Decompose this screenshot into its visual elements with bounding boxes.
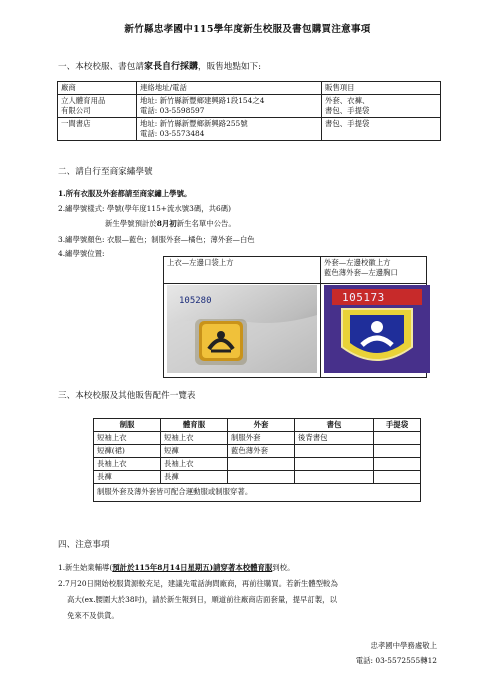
col-header-uniform: 制服 [94, 419, 161, 432]
vendor-name-line: 有限公司 [61, 105, 91, 115]
section2-item2b-bold: 8月初 [156, 219, 177, 228]
items-cell [322, 94, 441, 117]
table-cell: 制服外套 [228, 431, 295, 444]
position-left-label: 上衣—左邊口袋上方 [167, 258, 234, 267]
notice-item2-line3: 免來不及供貨。 [67, 611, 119, 620]
uniform-table-header [94, 419, 421, 432]
notice-item1-bold: 預計於115年8月14日星期五)請穿著本校體育服 [112, 563, 273, 572]
table-cell [374, 470, 421, 483]
table-row [58, 117, 441, 140]
table-cell [374, 431, 421, 444]
table-note-row [94, 483, 421, 501]
notice-item2-line1: 2.7月20日開始校服貨源較充足，建議先電話詢問廠商，再前往購買。若新生體型較為 [58, 579, 338, 588]
table-row [94, 470, 421, 483]
position-left-header [164, 257, 321, 284]
table-cell: 短褲 [161, 444, 228, 457]
table-cell: 短袖上衣 [161, 431, 228, 444]
vendor-address: 地址: 新竹縣新豐鄉新興路255號 [140, 118, 248, 128]
section1-heading-prefix: 一、本校校服、書包請 [58, 62, 144, 72]
section2-item3: 3.繡學號顏色: 衣服—藍色；制服外套—橘色；薄外套—白色 [58, 235, 255, 244]
table-cell [228, 457, 295, 470]
vendor-name-line: 立人體育用品 [61, 95, 106, 105]
table-row [94, 431, 421, 444]
notice-item1-prefix: 1.新生始業輔導( [58, 563, 113, 572]
table-cell [295, 444, 374, 457]
items-line: 外套、衣褲、 [325, 95, 370, 105]
footer-phone: 電話: 03-5572555轉12 [355, 656, 437, 665]
vendor-phone: 電話: 03-5598597 [140, 105, 205, 115]
vendor-phone: 電話: 03-5573484 [140, 128, 205, 138]
table-cell: 長褲 [161, 470, 228, 483]
vendor-cell [58, 117, 137, 140]
vendor-table [57, 81, 441, 141]
student-number-sample-left: 105280 [179, 296, 212, 307]
section2-heading: 二、請自行至商家繡學號 [58, 167, 153, 177]
table-row [58, 94, 441, 117]
position-right-label-1: 外套—左邊校徽上方 [324, 258, 391, 267]
items-line: 書包、手提袋 [325, 118, 370, 128]
col-header-handbag: 手提袋 [374, 419, 421, 432]
position-right-header [321, 257, 427, 284]
section1-heading-suffix: ，販售地點如下: [197, 62, 262, 72]
page-title: 新竹縣忠孝國中115學年度新生校服及書包購買注意事項 [124, 24, 371, 35]
table-row [94, 457, 421, 470]
vendor-name-line: 一間書店 [61, 118, 91, 128]
table-cell [295, 470, 374, 483]
school-emblem-icon [342, 309, 412, 360]
section1-heading [58, 61, 261, 74]
section2-item4: 4.繡學號位置: [58, 249, 105, 258]
table-row [94, 444, 421, 457]
vendor-address: 地址: 新竹縣新豐鄉建興路1段154之4 [140, 95, 265, 105]
section2-item2: 2.繡學號樣式: 學號(學年度115+流水號3碼，共6碼) [58, 204, 232, 213]
contact-cell [137, 94, 322, 117]
table-cell: 短袖上衣 [94, 431, 161, 444]
section2-item2b [105, 219, 236, 229]
section3-heading: 三、本校校服及其他販售配件一覽表 [58, 391, 196, 401]
section2-item2b-suffix: 新生名單中公告。 [176, 219, 236, 228]
table-cell: 短褲(裙) [94, 444, 161, 457]
contact-cell [137, 117, 322, 140]
items-col-header: 販售項目 [322, 82, 441, 95]
table-cell: 藍色薄外套 [228, 444, 295, 457]
position-table [163, 256, 427, 378]
table-cell [295, 457, 374, 470]
section4-heading: 四、注意事項 [58, 540, 110, 550]
section1-heading-bold: 家長自行採購 [143, 62, 198, 72]
table-cell [374, 457, 421, 470]
table-cell: 長袖上衣 [94, 457, 161, 470]
section2-item2b-prefix: 新生學號預計於 [105, 219, 157, 228]
notice-item1 [58, 563, 294, 573]
vendor-table-header [58, 82, 441, 95]
table-cell: 長褲 [94, 470, 161, 483]
col-header-schoolbag: 書包 [295, 419, 374, 432]
position-right-photo-cell [321, 284, 427, 378]
items-line: 書包、手提袋 [325, 105, 370, 115]
student-number-sample-right: 105173 [342, 291, 385, 305]
section2-item1: 1.所有衣服及外套都請至商家繡上學號。 [58, 189, 192, 198]
vendor-col-header: 廠商 [58, 82, 137, 95]
table-note: 制服外套及薄外套皆可配合運動服或制服穿著。 [94, 483, 421, 501]
notice-item2-line2: 高大(ex.腰圍大於38吋)，請於新生報到日，順道前往廠商店面套量，提早訂製，以 [67, 595, 337, 604]
uniform-table [93, 418, 421, 502]
position-right-label-2: 藍色薄外套—左邊胸口 [324, 267, 398, 277]
table-cell [374, 444, 421, 457]
notice-item1-suffix: 到校。 [272, 563, 295, 572]
table-cell: 長袖上衣 [161, 457, 228, 470]
col-header-pe: 體育服 [161, 419, 228, 432]
vendor-cell [58, 94, 137, 117]
school-emblem-icon [199, 321, 243, 361]
table-cell [228, 470, 295, 483]
col-header-jacket: 外套 [228, 419, 295, 432]
items-cell [322, 117, 441, 140]
table-cell: 後背書包 [295, 431, 374, 444]
position-left-photo-cell [164, 284, 321, 378]
footer-signature: 忠孝國中學務處敬上 [370, 641, 437, 650]
contact-col-header: 連絡地址/電話 [137, 82, 322, 95]
